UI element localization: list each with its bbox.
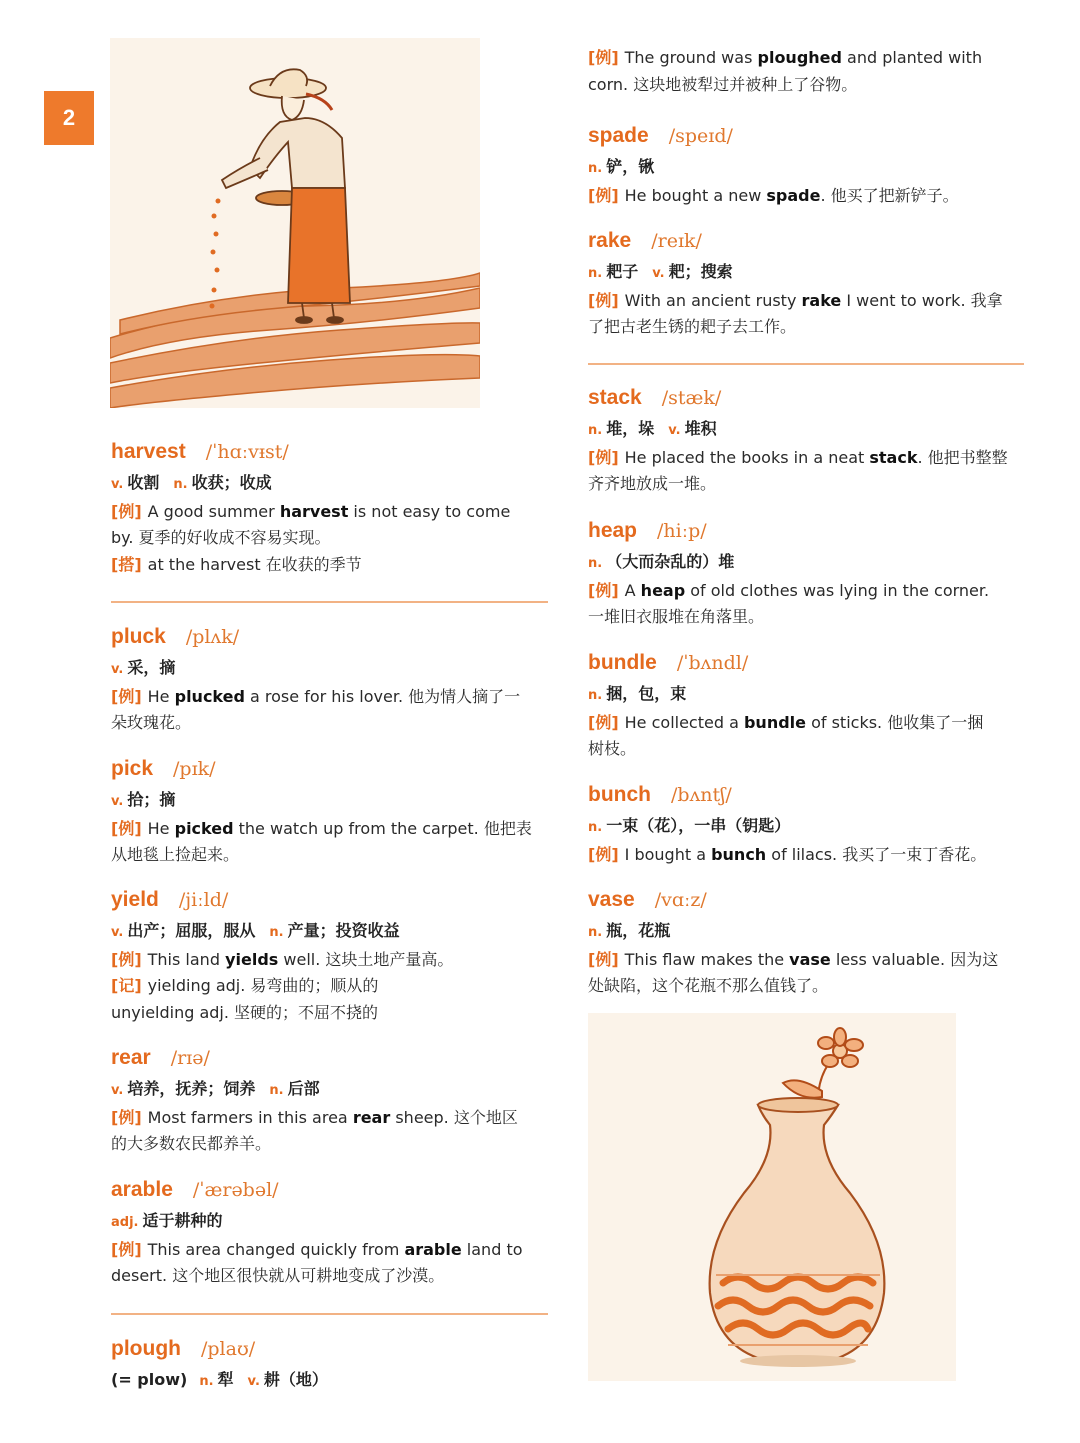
pos-label: n.	[588, 925, 603, 940]
pos-label: n.	[588, 423, 603, 438]
example-cont: desert. 这个地区很快就从可耕地变成了沙漠。	[111, 1266, 445, 1285]
phonetic: /ˈærəbəl/	[192, 1179, 279, 1201]
section-divider	[111, 601, 548, 603]
entry-bundle	[588, 648, 1026, 763]
headword: stack	[588, 386, 642, 409]
definition: 收获；收成	[191, 473, 272, 492]
pos-label: v.	[111, 477, 124, 492]
definition: 一束（花），一串（钥匙）	[606, 816, 791, 835]
pos-label: n.	[588, 556, 603, 571]
example: [例] A heap of old clothes was lying in the corner.	[588, 580, 990, 600]
entry-plough-example	[588, 45, 1026, 98]
headword: pick	[111, 757, 154, 780]
example: [例] He collected a bundle of sticks. 他收集了一捆	[588, 712, 984, 732]
headword: harvest	[111, 440, 186, 463]
example: [例] This area changed quickly from arable land to	[111, 1239, 523, 1259]
example: [例] He bought a new spade. 他买了把新铲子。	[588, 185, 959, 205]
pos-label: n.	[269, 925, 284, 940]
definition: 堆积	[684, 419, 717, 438]
example-cont: 齐齐地放成一堆。	[588, 474, 717, 493]
page-number-tab	[44, 91, 94, 145]
definition: 堆，垛	[606, 419, 655, 438]
example-cont: 从地毯上捡起来。	[111, 845, 240, 864]
phonetic: /ˈbʌndl/	[676, 652, 749, 674]
pos-label: n.	[199, 1374, 214, 1389]
definition: 捆，包，束	[606, 684, 687, 703]
pos-label: n.	[269, 1083, 284, 1098]
phonetic: /hiːp/	[657, 520, 707, 542]
example-cont: 树枝。	[588, 739, 637, 758]
example: [例] I bought a bunch of lilacs. 我买了一束丁香花。	[588, 844, 987, 864]
phonetic: /plaʊ/	[200, 1338, 256, 1360]
pos-label: v.	[111, 925, 124, 940]
section-divider	[588, 363, 1024, 365]
example-cont: 一堆旧衣服堆在角落里。	[588, 607, 765, 626]
example: [例] He plucked a rose for his lover. 他为情人摘了一	[111, 686, 521, 706]
definition: 耙；搜索	[668, 262, 733, 281]
pos-label: v.	[111, 662, 124, 677]
example-cont: corn. 这块地被犁过并被种上了谷物。	[588, 74, 858, 94]
pos-label: adj.	[111, 1215, 139, 1230]
memory-note-cont: unyielding adj. 坚硬的；不屈不挠的	[111, 1002, 379, 1022]
entry-vase	[588, 885, 1026, 1000]
phonetic: /bʌntʃ/	[671, 784, 732, 806]
example: [例] With an ancient rusty rake I went to work. 我拿	[588, 290, 1003, 310]
phonetic: /reɪk/	[651, 230, 702, 252]
vase-illustration	[588, 1013, 956, 1381]
example: [例] This flaw makes the vase less valuable. 因为这	[588, 949, 999, 969]
headword: rear	[111, 1046, 151, 1069]
phonetic: /plʌk/	[185, 626, 240, 648]
phonetic: /speɪd/	[668, 125, 733, 147]
headword: pluck	[111, 625, 166, 648]
headword: yield	[111, 888, 159, 911]
definition: 拾；摘	[127, 790, 176, 809]
phonetic: /ˈhɑːvɪ̵st/	[205, 441, 289, 463]
pos-label: v.	[111, 1083, 124, 1098]
pos-label: v.	[111, 794, 124, 809]
phonetic: /jiːld/	[178, 889, 229, 911]
pos-label: v.	[247, 1374, 260, 1389]
entry-plough	[111, 1334, 551, 1396]
entry-rear	[111, 1043, 551, 1158]
definition: 铲，锹	[606, 157, 655, 176]
headword: bunch	[588, 783, 651, 806]
headword: vase	[588, 888, 635, 911]
phonetic: /rɪə/	[170, 1047, 210, 1069]
phonetic: /vɑːz/	[654, 889, 707, 911]
definition: 收割	[127, 473, 160, 492]
example-cont: by. 夏季的好收成不容易实现。	[111, 528, 331, 547]
example: [例] A good summer harvest is not easy to come	[111, 501, 511, 521]
pos-label: n.	[588, 161, 603, 176]
entry-spade	[588, 121, 1026, 209]
entry-arable	[111, 1175, 551, 1290]
example: [例] He picked the watch up from the carpet. 他把表	[111, 818, 532, 838]
headword: spade	[588, 124, 649, 147]
collocation: [搭] at the harvest 在收获的季节	[111, 554, 362, 574]
phonetic: /pɪk/	[173, 758, 216, 780]
definition: 采，摘	[127, 658, 176, 677]
definition: 出产；屈服，服从	[127, 921, 256, 940]
definition: 产量；投资收益	[287, 921, 400, 940]
definition: 犁	[217, 1370, 234, 1389]
pos-label: v.	[652, 266, 665, 281]
example-cont: 处缺陷，这个花瓶不那么值钱了。	[588, 976, 829, 995]
entry-harvest	[111, 437, 551, 578]
pos-label: v.	[668, 423, 681, 438]
example-cont: 了把古老生锈的耙子去工作。	[588, 317, 797, 336]
vase-drawing	[588, 1013, 956, 1381]
phonetic: /stæk/	[661, 387, 722, 409]
entry-pluck	[111, 622, 551, 737]
example: [例] This land yields well. 这块土地产量高。	[111, 949, 454, 969]
pos-label: n.	[588, 266, 603, 281]
page-number: 2	[62, 105, 76, 130]
entry-heap	[588, 516, 1026, 631]
headword: bundle	[588, 651, 657, 674]
memory-note: [记] yielding adj. 易弯曲的；顺从的	[111, 976, 379, 995]
entry-yield	[111, 885, 551, 1026]
example-cont: 朵玫瑰花。	[111, 713, 192, 732]
example: [例] The ground was ploughed and planted with	[588, 48, 983, 67]
example: [例] He placed the books in a neat stack. 他把书整整	[588, 447, 1008, 467]
example: [例] Most farmers in this area rear sheep. 这个地区	[111, 1107, 518, 1127]
left-column	[111, 0, 551, 1443]
headword: heap	[588, 519, 638, 542]
headword: arable	[111, 1178, 173, 1201]
definition: 瓶，花瓶	[606, 921, 671, 940]
headword: plough	[111, 1337, 181, 1360]
headword: rake	[588, 229, 632, 252]
alt-spelling: (= plow)	[111, 1370, 188, 1389]
entry-stack	[588, 383, 1026, 498]
pos-label: n.	[173, 477, 188, 492]
entry-pick	[111, 754, 551, 869]
pos-label: n.	[588, 688, 603, 703]
definition: 培养，抚养；饲养	[127, 1079, 256, 1098]
example-cont: 的大多数农民都养羊。	[111, 1134, 272, 1153]
entry-bunch	[588, 780, 1026, 868]
definition: 适于耕种的	[142, 1211, 223, 1230]
definition: 耙子	[606, 262, 639, 281]
definition: 后部	[287, 1079, 320, 1098]
definition: 耕（地）	[263, 1370, 328, 1389]
definition: （大而杂乱的）堆	[606, 552, 735, 571]
pos-label: n.	[588, 820, 603, 835]
section-divider	[111, 1313, 548, 1315]
entry-rake	[588, 226, 1026, 341]
